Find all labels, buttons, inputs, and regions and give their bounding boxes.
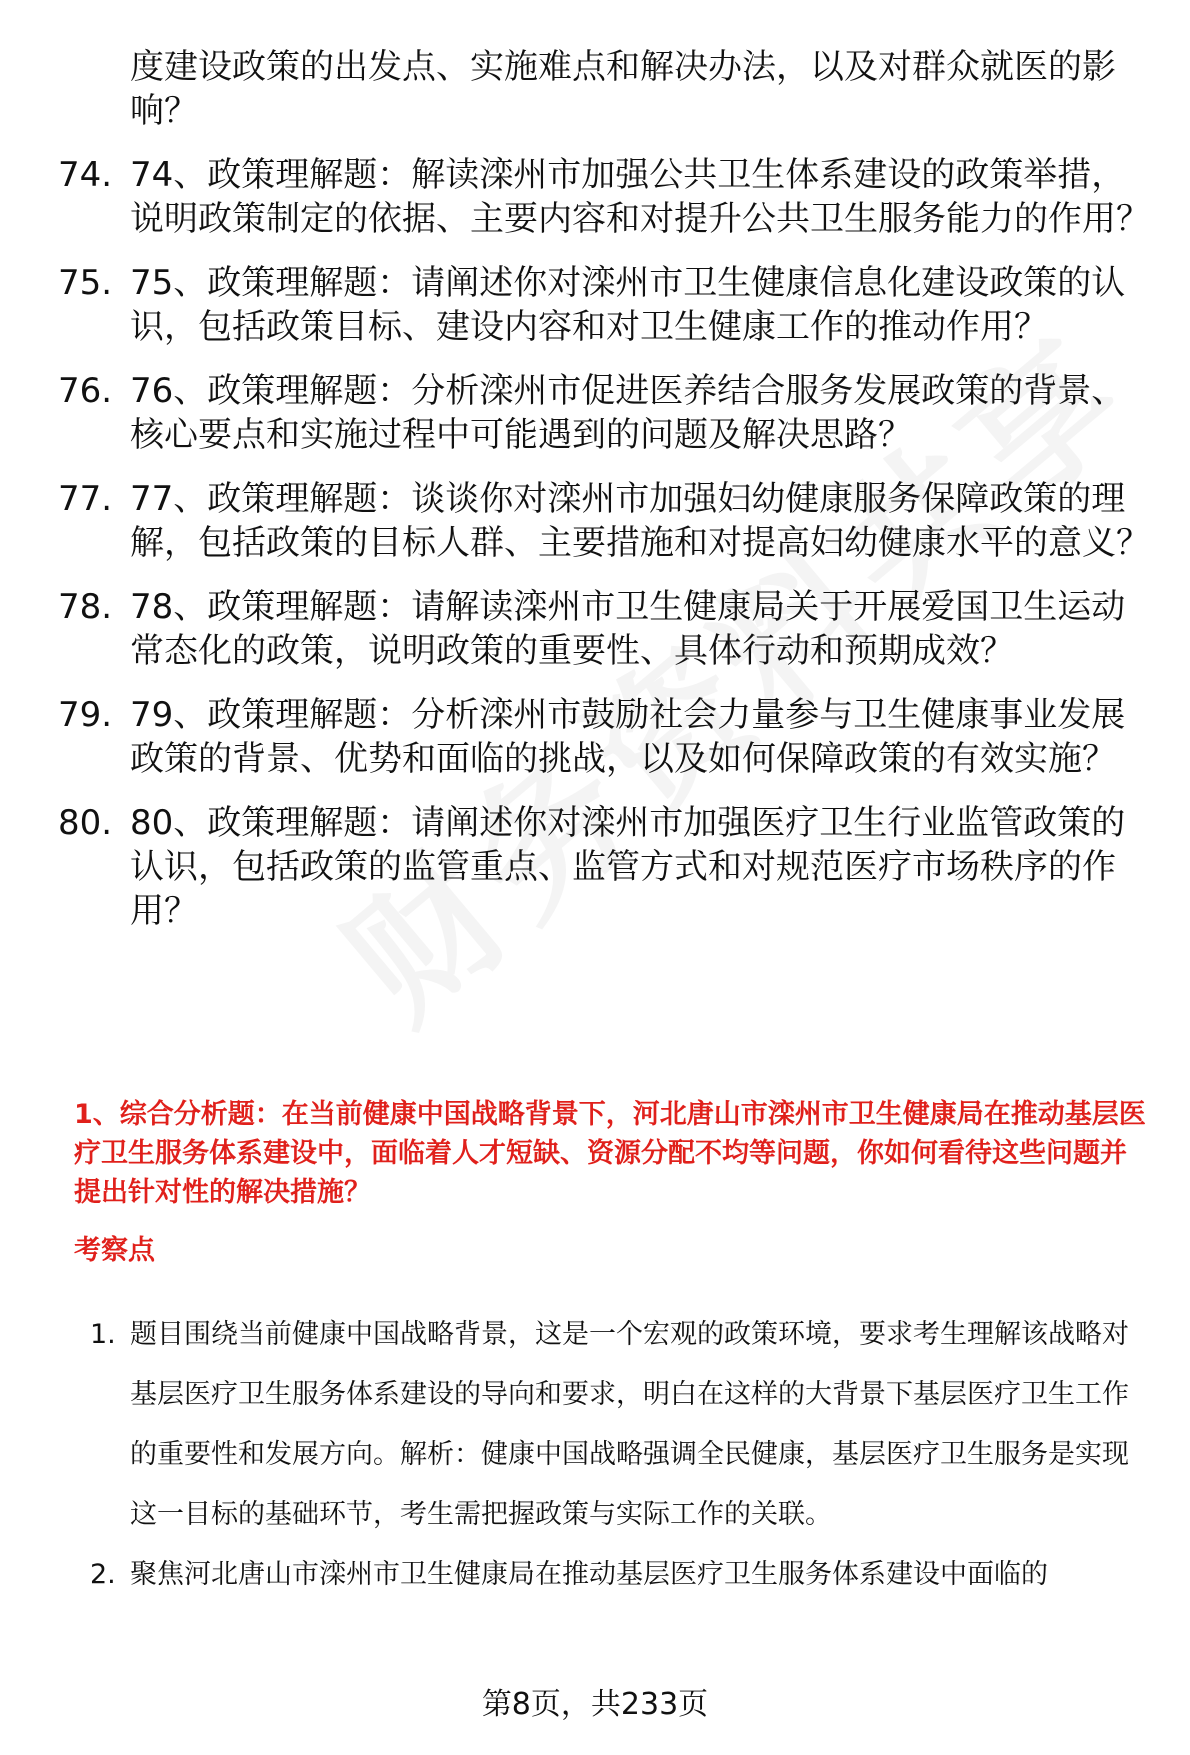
question-item — [0, 261, 1190, 349]
question-number: 78. — [58, 587, 113, 627]
list-item-number: 1. — [90, 1319, 116, 1350]
list-item-text: 聚焦河北唐山市滦州市卫生健康局在推动基层医疗卫生服务体系建设中面临的 — [130, 1559, 1048, 1590]
question-number: 77. — [58, 479, 113, 519]
list-item-number: 2. — [90, 1559, 116, 1590]
question-number: 80. — [58, 803, 113, 843]
question-text: 74、政策理解题：解读滦州市加强公共卫生体系建设的政策举措，说明政策制定的依据、主要内容和对提升公共卫生服务能力的作用？ — [130, 155, 1150, 239]
list-item — [0, 1545, 1190, 1605]
question-number: 74. — [58, 155, 113, 195]
question-number: 79. — [58, 695, 113, 735]
question-item — [0, 369, 1190, 457]
question-item — [0, 585, 1190, 673]
question-text: 77、政策理解题：谈谈你对滦州市加强妇幼健康服务保障政策的理解，包括政策的目标人群、主要措施和对提高妇幼健康水平的意义？ — [130, 479, 1150, 563]
points-list — [0, 1305, 1190, 1605]
question-number: 75. — [58, 263, 113, 303]
question-text: 79、政策理解题：分析滦州市鼓励社会力量参与卫生健康事业发展政策的背景、优势和面临的挑战，以及如何保障政策的有效实施？ — [130, 695, 1126, 779]
question-item — [0, 477, 1190, 565]
question-item — [0, 153, 1190, 241]
list-item — [0, 1305, 1190, 1545]
question-text: 度建设政策的出发点、实施难点和解决办法，以及对群众就医的影响？ — [130, 47, 1116, 131]
question-text: 75、政策理解题：请阐述你对滦州市卫生健康信息化建设政策的认识，包括政策目标、建设内容和对卫生健康工作的推动作用？ — [130, 263, 1126, 347]
question-list — [0, 45, 1190, 953]
question-number: 76. — [58, 371, 113, 411]
list-item-text: 题目围绕当前健康中国战略背景，这是一个宏观的政策环境，要求考生理解该战略对基层医疗卫生服务体系建设的导向和要求，明白在这样的大背景下基层医疗卫生工作的重要性和发展方向。解析：健康中国战略强调全民健康，基层医疗卫生服务是实现这一目标的基础环节，考生需把握政策与实际工作的关联。 — [130, 1319, 1129, 1530]
question-item — [0, 801, 1190, 933]
question-text: 80、政策理解题：请阐述你对滦州市加强医疗卫生行业监管政策的认识，包括政策的监管重点、监管方式和对规范医疗市场秩序的作用？ — [130, 803, 1126, 931]
section-subheading: 考察点 — [74, 1235, 155, 1266]
question-item — [0, 45, 1190, 133]
section-title: 1、综合分析题：在当前健康中国战略背景下，河北唐山市滦州市卫生健康局在推动基层医疗卫生服务体系建设中，面临着人才短缺、资源分配不均等问题，你如何看待这些问题并提出针对性的解决措施？ — [74, 1099, 1146, 1208]
page-footer: 第8页，共233页 — [481, 1687, 709, 1722]
question-item — [0, 693, 1190, 781]
question-text: 78、政策理解题：请解读滦州市卫生健康局关于开展爱国卫生运动常态化的政策，说明政策的重要性、具体行动和预期成效？ — [130, 587, 1126, 671]
question-text: 76、政策理解题：分析滦州市促进医养结合服务发展政策的背景、核心要点和实施过程中可能遇到的问题及解决思路？ — [130, 371, 1126, 455]
